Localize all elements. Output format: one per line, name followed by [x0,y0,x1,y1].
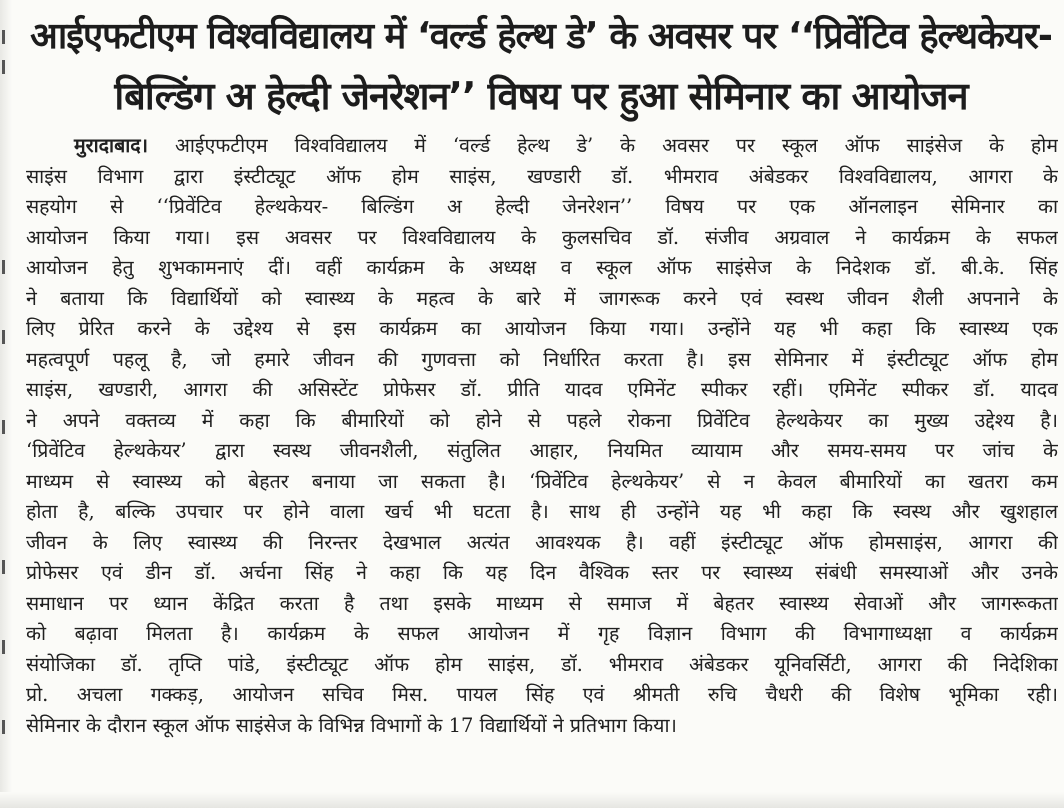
article-line: आयोजन किया गया। इस अवसर पर विश्वविद्यालय के कुलसचिव डॉ. संजीव अग्रवाल ने कार्यक्रम के सफल [26,225,1058,249]
article-line: महत्वपूर्ण पहलू है, जो हमारे जीवन की गुणवत्ता को निर्धारित करता है। इस सेमिनार में इंस्टीट्यूट ऑफ होम [26,347,1058,371]
article-line: संयोजिका डॉ. तृप्ति पांडे, इंस्टीट्यूट ऑफ होम साइंस, डॉ. भीमराव अंबेडकर यूनिवर्सिटी, आगरा की निदेशिका [26,652,1058,676]
article-line: आयोजन हेतु शुभकामनाएं दीं। वहीं कार्यक्रम के अध्यक्ष व स्कूल ऑफ साइंसेज के निदेशक डॉ. बी.के. सिंह [26,256,1058,279]
article-headline [26,6,1056,126]
article-line: लिए प्रेरित करने के उद्देश्य से इस कार्यक्रम का आयोजन किया गया। उन्होंने यह भी कहा कि स्वास्थ्य एक [26,317,1058,340]
margin-mark [2,260,5,274]
margin-mark [2,30,5,44]
article-line: प्रोफेसर एवं डीन डॉ. अर्चना सिंह ने कहा कि यह दिन वैश्विक स्तर पर स्वास्थ्य संबंधी समस्याओं और उनके [26,561,1058,584]
dateline: मुरादाबाद। [74,134,149,157]
article-line: समाधान पर ध्यान केंद्रित करता है तथा इसके माध्यम से समाज में बेहतर स्वास्थ्य सेवाओं और जागरूकता [26,591,1058,615]
article-line: जीवन के लिए स्वास्थ्य की निरन्तर देखभाल अत्यंत आवश्यक है। वहीं इंस्टीट्यूट ऑफ होमसाइंस, आगरा की [26,530,1058,554]
article-line: को बढ़ावा मिलता है। कार्यक्रम के सफल आयोजन में गृह विज्ञान विभाग की विभागाध्यक्षा व कार्यक्रम [26,622,1058,645]
margin-mark [2,60,5,74]
headline-line-1: आईएफटीएम विश्वविद्यालय में ‘वर्ल्ड हेल्थ डे’ के अवसर पर ‘‘प्रिवेंटिव हेल्थकेयर- [30,14,1052,57]
article-line [26,131,1058,162]
margin-mark [2,720,5,734]
article-line: सहयोग से ‘‘प्रिवेंटिव हेल्थकेयर- बिल्डिंग अ हेल्दी जेनरेशन’’ विषय पर एक ऑनलाइन सेमिनार का [26,195,1058,218]
article-line: होता है, बल्कि उपचार पर होने वाला खर्च भी घटता है। साथ ही उन्होंने यह भी कहा कि स्वस्थ और खुशहाल [26,500,1058,523]
article-line: ने अपने वक्तव्य में कहा कि बीमारियों को होने से पहले रोकना प्रिवेंटिव हेल्थकेयर का मुख्य उद्देश्य है। [26,408,1058,432]
margin-mark [2,560,5,574]
margin-mark [2,420,5,434]
article-body [26,131,1058,741]
article-line: प्रो. अचला गक्कड़, आयोजन सचिव मिस. पायल सिंह एवं श्रीमती रुचि चैधरी की विशेष भूमिका रही। [26,683,1058,706]
page-margin-edge [0,0,12,808]
article-line: साइंस, खण्डारी, आगरा की असिस्टेंट प्रोफेसर डॉ. प्रीति यादव एमिनेंट स्पीकर रहीं। एमिनेंट स्पीकर डॉ. यादव [26,378,1058,401]
article-line: माध्यम से स्वास्थ्य को बेहतर बनाया जा सकता है। ‘प्रिवेंटिव हेल्थकेयर’ से न केवल बीमारियों का खतरा कम [26,469,1058,493]
article-line: ने बताया कि विद्यार्थियों को स्वास्थ्य के महत्व के बारे में जागरूक करने एवं स्वस्थ जीवन शैली अपनाने के [26,286,1058,310]
article-line-text: आईएफटीएम विश्वविद्यालय में ‘वर्ल्ड हेल्थ डे’ के अवसर पर स्कूल ऑफ साइंसेज के होम [148,134,1058,157]
article-line: ‘प्रिवेंटिव हेल्थकेयर’ द्वारा स्वस्थ जीवनशैली, संतुलित आहार, नियमित व्यायाम और समय-समय पर जांच के [26,439,1058,462]
margin-mark [2,640,5,654]
article-line: सेमिनार के दौरान स्कूल ऑफ साइंसेज के विभिन्न विभागों के 17 विद्यार्थियों ने प्रतिभाग किया। [26,713,677,737]
headline-line-2: बिल्डिंग अ हेल्दी जेनरेशन’’ विषय पर हुआ सेमिनार का आयोजन [114,74,968,118]
article-line: साइंस विभाग द्वारा इंस्टीट्यूट ऑफ होम साइंस, खण्डारी डॉ. भीमराव अंबेडकर विश्वविद्यालय, आगरा के [26,164,1058,188]
margin-mark [2,330,5,344]
page-bottom-edge [0,792,1064,808]
